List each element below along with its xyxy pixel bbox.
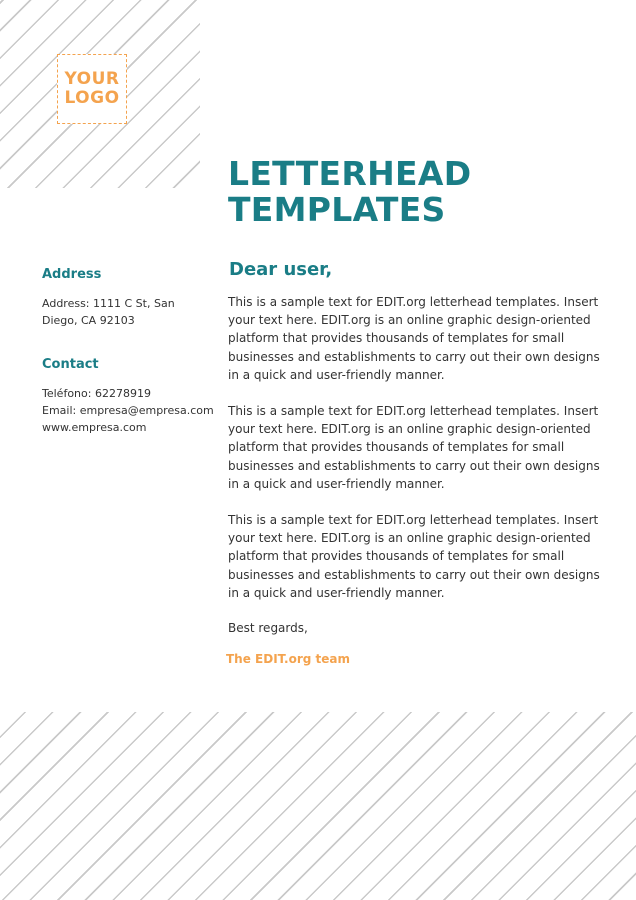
address-section <box>42 267 222 329</box>
body-paragraph: This is a sample text for EDIT.org letterhead templates. Insert your text here. EDIT.org is an online graphic design-oriented platform that provides thousands of templates for small businesses and establishments to carry out their own designs in a quick and user-friendly manner. <box>228 404 600 491</box>
address-line2: Diego, CA 92103 <box>42 314 135 327</box>
body-paragraph: This is a sample text for EDIT.org letterhead templates. Insert your text here. EDIT.org is an online graphic design-oriented platform that provides thousands of templates for small businesses and establishments to carry out their own designs in a quick and user-friendly manner. <box>228 513 600 600</box>
letter-signature: The EDIT.org team <box>226 652 350 666</box>
letter-body <box>228 293 600 620</box>
contact-heading: Contact <box>42 357 99 372</box>
website-text: www.empresa.com <box>42 421 147 434</box>
letter-closing: Best regards, <box>228 621 308 635</box>
logo-placeholder <box>57 54 127 124</box>
email-text: Email: empresa@empresa.com <box>42 404 214 417</box>
letter-greeting: Dear user, <box>229 259 333 280</box>
phone-text: Teléfono: 62278919 <box>42 387 151 400</box>
title-line1: LETTERHEAD <box>228 154 472 193</box>
contact-sidebar <box>42 267 222 464</box>
body-paragraph: This is a sample text for EDIT.org letterhead templates. Insert your text here. EDIT.org is an online graphic design-oriented platform that provides thousands of templates for small businesses and establishments to carry out their own designs in a quick and user-friendly manner. <box>228 295 600 382</box>
address-line1: Address: 1111 C St, San <box>42 297 175 310</box>
page-title <box>228 156 608 228</box>
title-line2: TEMPLATES <box>228 190 446 229</box>
address-heading: Address <box>42 267 102 282</box>
contact-section <box>42 357 222 436</box>
logo-text-line2: LOGO <box>64 88 120 108</box>
logo-text-line1: YOUR <box>64 69 120 89</box>
diagonal-stripes-bottom <box>0 712 636 900</box>
